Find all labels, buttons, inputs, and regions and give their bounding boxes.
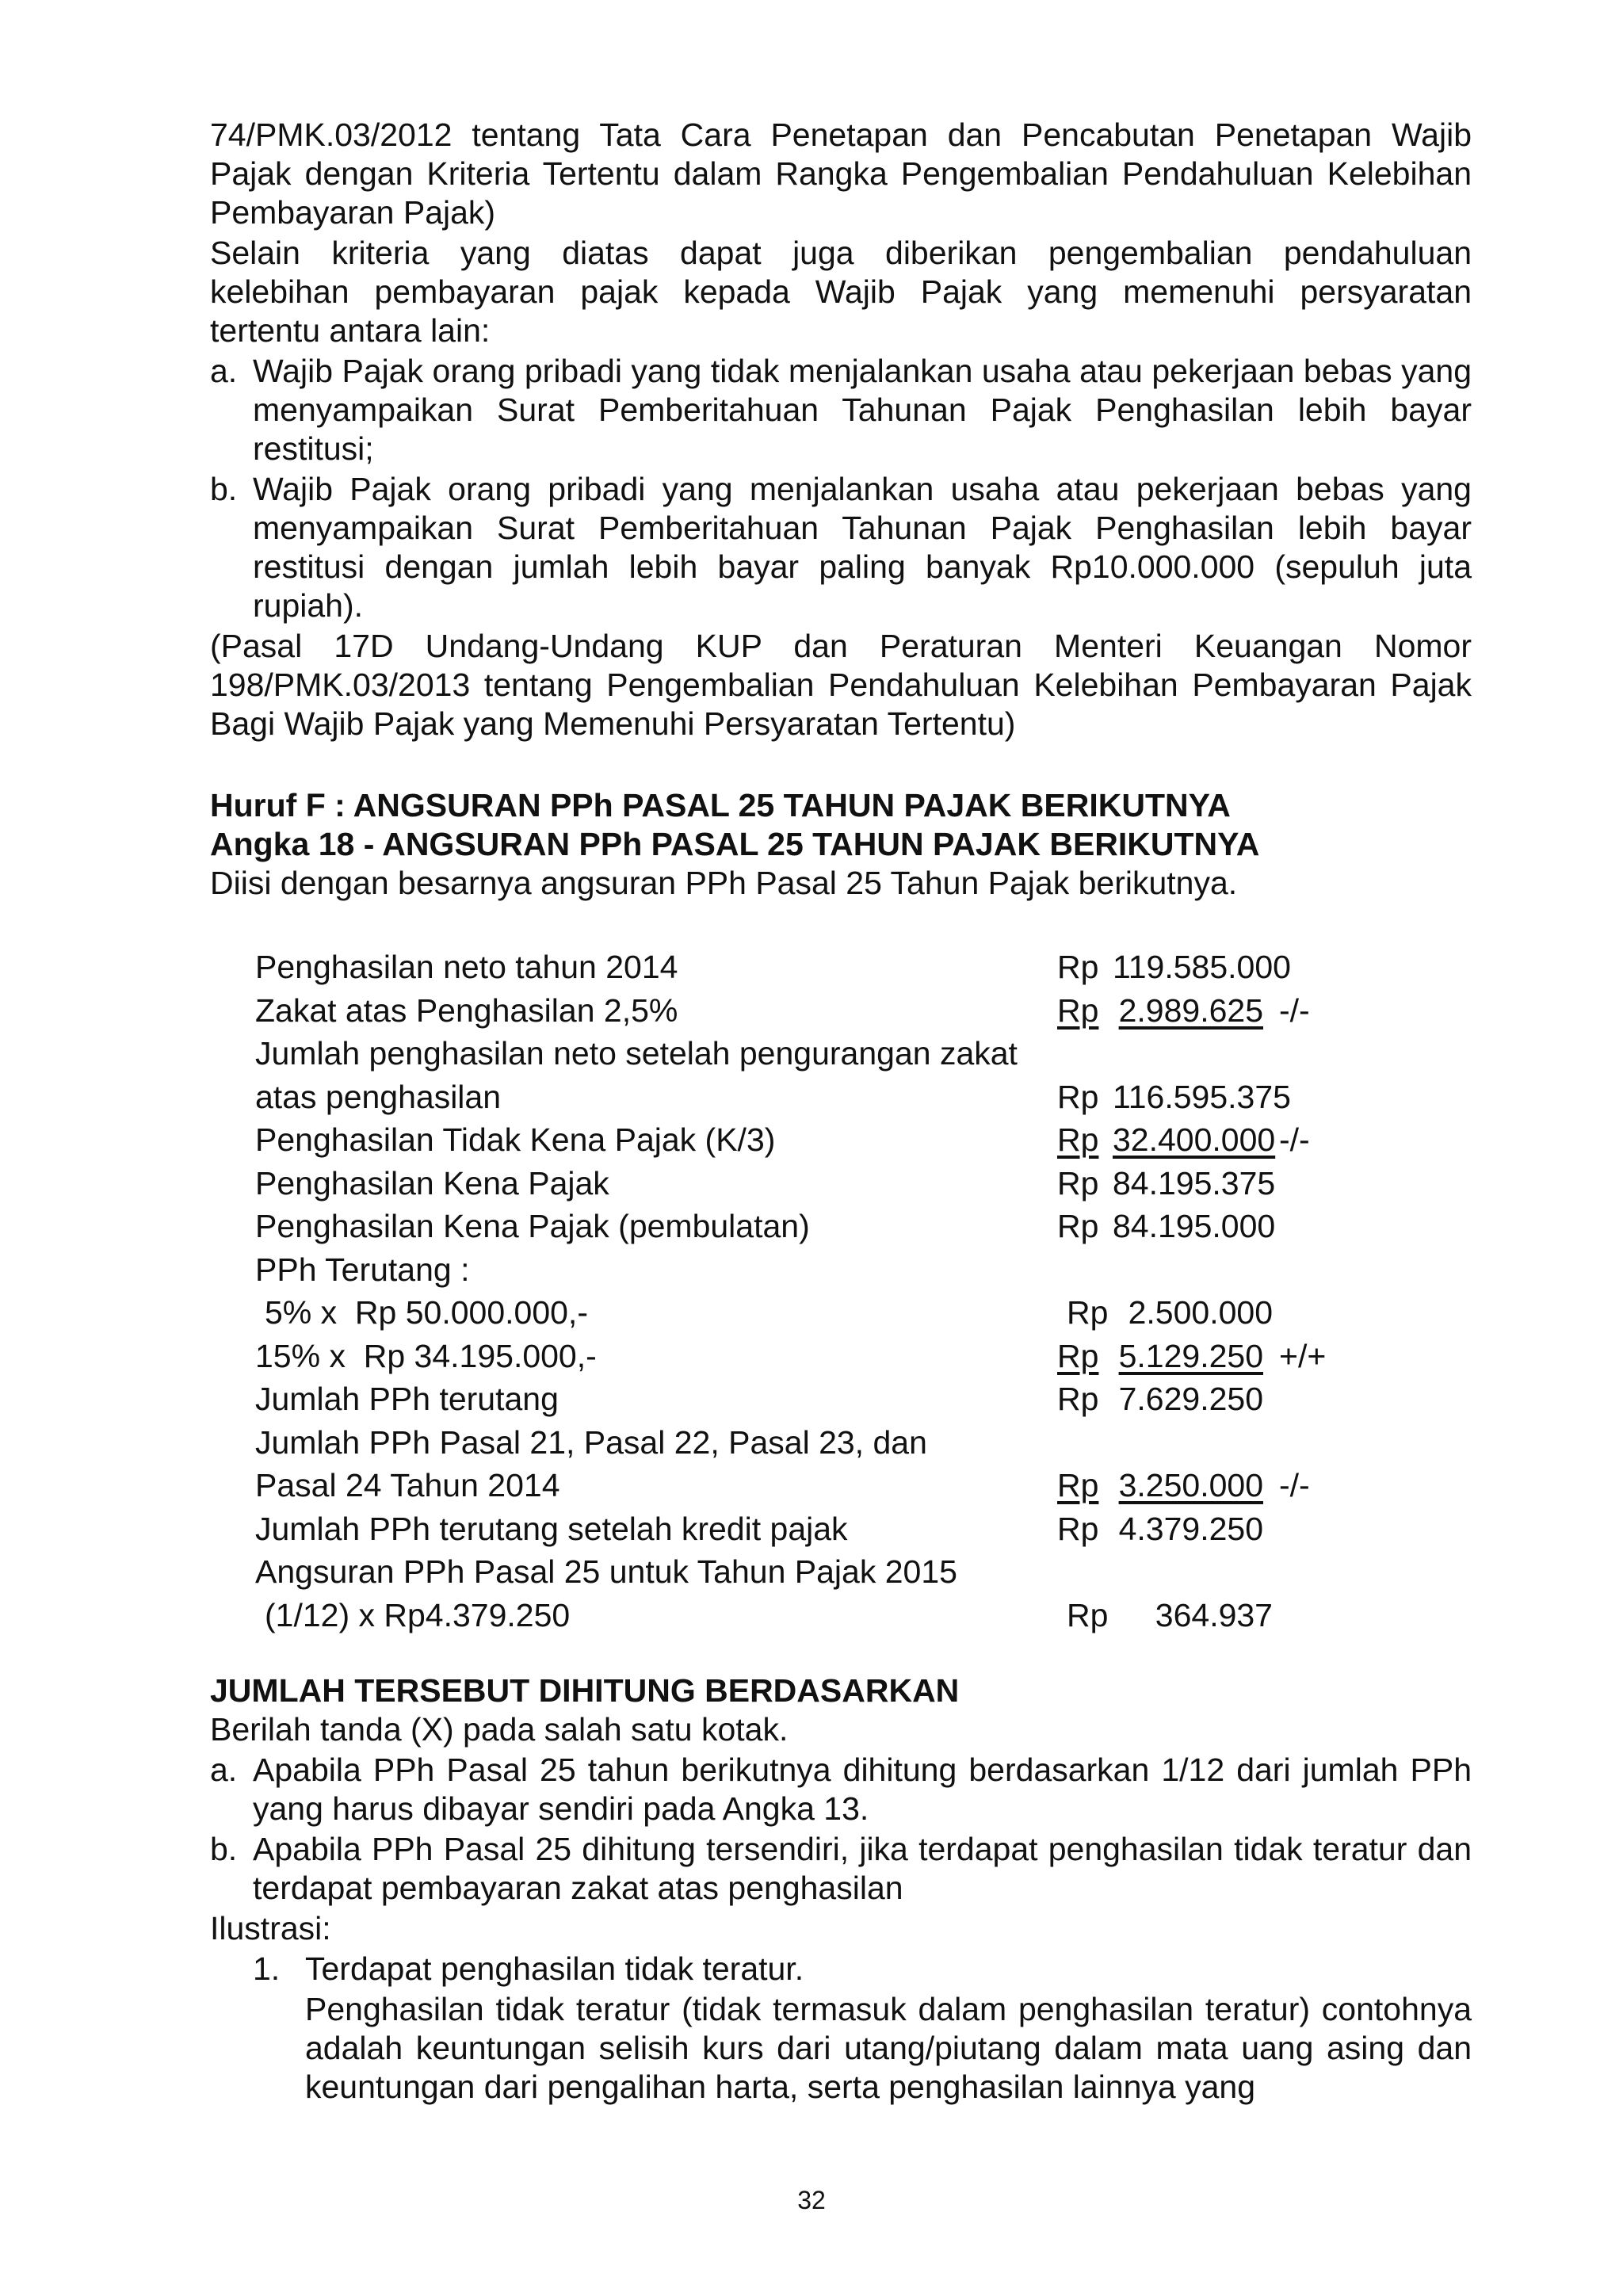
calc-label: Jumlah PPh terutang setelah kredit pajak	[255, 1510, 848, 1547]
calc-currency: Rp	[1057, 1337, 1099, 1374]
text-line: tertentu antara lain:	[210, 312, 491, 349]
calc-row	[255, 1594, 1472, 1637]
calc-row	[255, 946, 1472, 989]
page-number: 32	[797, 2186, 826, 2214]
list-marker: a.	[210, 353, 238, 389]
calc-amount: 3.250.000	[1118, 1467, 1263, 1503]
intro-paragraph-1	[210, 116, 1472, 232]
text-line: kelebihan pembayaran pajak kepada Wajib Pajak yang memenuhi persyaratan	[210, 273, 1472, 310]
calc-currency: Rp	[1057, 1121, 1099, 1158]
calc-currency: Rp	[1057, 949, 1099, 985]
list-marker: b.	[210, 1831, 238, 1867]
calc-row	[255, 1205, 1472, 1248]
list-marker: 1.	[253, 1950, 281, 1987]
calc-row	[255, 1291, 1472, 1335]
list-item-a	[210, 1751, 1472, 1828]
section-f	[210, 786, 1472, 903]
calc-amount: 4.379.250	[1118, 1510, 1263, 1547]
calc-currency: Rp	[1057, 991, 1099, 1029]
list-item-b	[210, 1830, 1472, 1908]
calc-row	[255, 1118, 1472, 1162]
text-line: Selain kriteria yang diatas dapat juga diberikan pengembalian pendahuluan	[210, 235, 1472, 271]
calc-row	[255, 1421, 1472, 1465]
text-line: 198/PMK.03/2013 tentang Pengembalian Pendahuluan Kelebihan Pembayaran Pajak	[210, 667, 1472, 703]
calc-currency: Rp	[1057, 1467, 1099, 1503]
text-line: 74/PMK.03/2012 tentang Tata Cara Penetapan dan Pencabutan Penetapan Wajib	[210, 117, 1472, 153]
calc-label: Penghasilan neto tahun 2014	[255, 949, 678, 985]
jumlah-section	[210, 1671, 1472, 2107]
numbered-item-1	[253, 1950, 1472, 1988]
document-body	[210, 116, 1472, 2107]
list-marker: b.	[210, 471, 238, 507]
calc-row	[255, 1335, 1472, 1378]
calc-amount: 84.195.375	[1113, 1164, 1276, 1201]
calc-label: atas penghasilan	[255, 1078, 502, 1115]
calc-label: Penghasilan Kena Pajak	[255, 1164, 609, 1201]
calc-label: Pasal 24 Tahun 2014	[255, 1467, 560, 1503]
calc-currency: Rp	[1057, 1510, 1099, 1547]
list-text: Wajib Pajak orang pribadi yang tidak menjalankan usaha atau pekerjaan bebas yang menyampaikan Surat Pemberitahuan Tahunan Pajak Penghasilan lebih bayar restitusi;	[253, 353, 1472, 467]
calc-label: Jumlah penghasilan neto setelah pengurangan zakat	[255, 1035, 1018, 1072]
calc-row	[255, 1075, 1472, 1119]
calc-currency: Rp	[1057, 1164, 1099, 1201]
intro-paragraph-3	[210, 627, 1472, 743]
calc-row	[255, 1550, 1472, 1594]
list-text: Terdapat penghasilan tidak teratur.	[305, 1950, 804, 1987]
calc-row	[255, 1032, 1472, 1075]
calc-operator: -/-	[1279, 1467, 1310, 1503]
calc-label: Jumlah PPh Pasal 21, Pasal 22, Pasal 23, dan	[255, 1423, 927, 1461]
calc-row	[255, 989, 1472, 1033]
calc-amount: 32.400.000	[1113, 1121, 1276, 1158]
list-item-a	[210, 352, 1472, 468]
list-text: Apabila PPh Pasal 25 tahun berikutnya dihitung berdasarkan 1/12 dari jumlah PPh yang harus dibayar sendiri pada Angka 13.	[253, 1752, 1472, 1827]
calc-label: 5% x Rp 50.000.000,-	[265, 1294, 588, 1331]
calculation-table	[255, 946, 1472, 1637]
calc-operator: -/-	[1279, 991, 1310, 1029]
calc-label: Zakat atas Penghasilan 2,5%	[255, 991, 678, 1029]
text-line: Bagi Wajib Pajak yang Memenuhi Persyaratan Tertentu)	[210, 705, 1016, 742]
calc-label: Penghasilan Tidak Kena Pajak (K/3)	[255, 1121, 776, 1158]
list-marker: a.	[210, 1752, 238, 1788]
text-line: Pajak dengan Kriteria Tertentu dalam Rangka Pengembalian Pendahuluan Kelebihan	[210, 155, 1472, 192]
instruction-text: Berilah tanda (X) pada salah satu kotak.	[210, 1711, 789, 1748]
section-description: Diisi dengan besarnya angsuran PPh Pasal 25 Tahun Pajak berikutnya.	[210, 865, 1238, 901]
calc-amount: 2.500.000	[1128, 1294, 1273, 1331]
calc-label: Jumlah PPh terutang	[255, 1381, 559, 1417]
calc-amount: 7.629.250	[1118, 1381, 1263, 1417]
calc-row	[255, 1377, 1472, 1421]
calc-currency: Rp	[1057, 1208, 1099, 1244]
ilustrasi-label: Ilustrasi:	[210, 1910, 331, 1946]
calc-amount: 119.585.000	[1113, 949, 1291, 985]
calc-label: 15% x Rp 34.195.000,-	[255, 1337, 597, 1374]
calc-amount: 364.937	[1155, 1596, 1273, 1633]
calc-label: Penghasilan Kena Pajak (pembulatan)	[255, 1208, 810, 1244]
section-heading: Huruf F : ANGSURAN PPh PASAL 25 TAHUN PAJAK BERIKUTNYA	[210, 787, 1231, 823]
list-text: Wajib Pajak orang pribadi yang menjalankan usaha atau pekerjaan bebas yang menyampaikan Surat Pemberitahuan Tahunan Pajak Penghasilan lebih bayar restitusi dengan jumlah lebih bayar paling banyak Rp10.000.000 (sepuluh juta rupiah).	[253, 471, 1472, 624]
calc-amount: 2.989.625	[1118, 991, 1263, 1029]
calc-currency: Rp	[1067, 1596, 1109, 1633]
text-line: (Pasal 17D Undang-Undang KUP dan Peraturan Menteri Keuangan Nomor	[210, 628, 1472, 664]
calc-amount: 116.595.375	[1113, 1078, 1291, 1115]
calc-operator: +/+	[1279, 1337, 1327, 1374]
text-line: Pembayaran Pajak)	[210, 194, 496, 231]
calc-currency: Rp	[1057, 1381, 1099, 1417]
section-heading: JUMLAH TERSEBUT DIHITUNG BERDASARKAN	[210, 1672, 960, 1709]
illustration-paragraph: Penghasilan tidak teratur (tidak termasuk dalam penghasilan teratur) contohnya adalah keuntungan selisih kurs dari utang/piutang dalam mata uang asing dan keuntungan dari pengalihan harta, serta penghasilan lainnya yang	[305, 1991, 1472, 2105]
section-subheading: Angka 18 - ANGSURAN PPh PASAL 25 TAHUN PAJAK BERIKUTNYA	[210, 826, 1260, 862]
calc-row	[255, 1248, 1472, 1292]
calc-row	[255, 1464, 1472, 1507]
list-item-b	[210, 470, 1472, 625]
intro-paragraph-2	[210, 234, 1472, 350]
calc-label: PPh Terutang :	[255, 1251, 470, 1288]
calc-row	[255, 1507, 1472, 1551]
calc-label: (1/12) x Rp4.379.250	[265, 1596, 571, 1633]
calc-amount: 84.195.000	[1113, 1208, 1276, 1244]
calc-amount: 5.129.250	[1118, 1337, 1263, 1374]
calc-currency: Rp	[1057, 1078, 1099, 1115]
list-text: Apabila PPh Pasal 25 dihitung tersendiri, jika terdapat penghasilan tidak teratur dan terdapat pembayaran zakat atas penghasilan	[253, 1831, 1472, 1906]
calc-operator: -/-	[1279, 1121, 1310, 1158]
calc-currency: Rp	[1067, 1294, 1109, 1331]
calc-row	[255, 1162, 1472, 1205]
calc-label: Angsuran PPh Pasal 25 untuk Tahun Pajak 2015	[255, 1553, 957, 1590]
